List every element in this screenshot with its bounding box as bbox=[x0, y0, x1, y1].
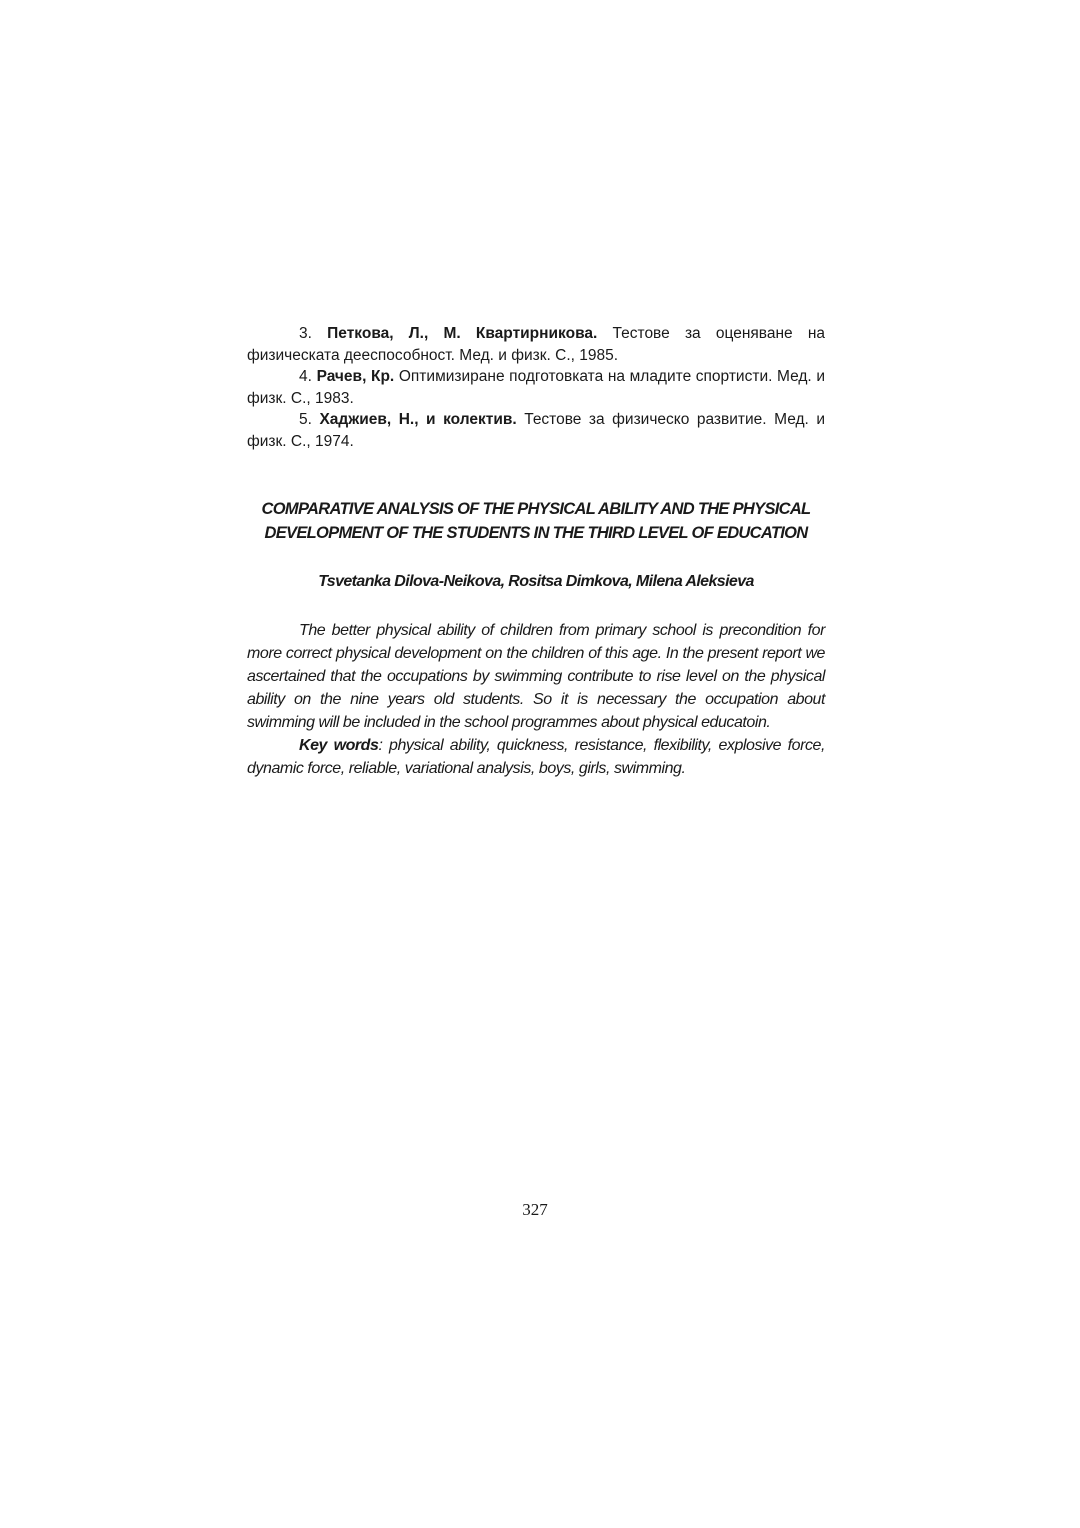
article-title-line: DEVELOPMENT OF THE STUDENTS IN THE THIRD LEVEL OF EDUCATION bbox=[264, 524, 808, 542]
reference-number: 3. bbox=[299, 325, 312, 342]
reference-item bbox=[247, 366, 825, 409]
reference-item bbox=[247, 323, 825, 366]
page-number: 327 bbox=[522, 1200, 548, 1219]
references-list bbox=[247, 323, 825, 453]
article-title bbox=[240, 497, 832, 545]
article-authors: Tsvetanka Dilova-Neikova, Rositsa Dimkova, Milena Aleksieva bbox=[318, 573, 754, 590]
keywords-text: : physical ability, quickness, resistance, flexibility, explosive force, dynamic force, reliable, variational analysis, boys, girls, swimming. bbox=[247, 737, 826, 777]
reference-paragraph bbox=[247, 409, 825, 452]
reference-item bbox=[247, 409, 825, 452]
abstract-paragraph: The better physical ability of children from primary school is precondition for more correct physical development on the children of this age. In the present report we ascertained that the occupations by swimming contribute to rise level on the physical ability on the nine years old students. So it is necessary the occupation about swimming will be included in the school programmes about physical educatoin. bbox=[247, 622, 825, 731]
reference-text: Тестове за оценяване на физическата дееспособност. Мед. и физк. С., 1985. bbox=[247, 325, 826, 364]
abstract bbox=[247, 619, 825, 780]
reference-paragraph bbox=[247, 323, 825, 366]
reference-authors: Рачев, Кр. bbox=[316, 368, 395, 386]
reference-number: 5. bbox=[299, 411, 312, 429]
reference-number: 4. bbox=[299, 368, 312, 386]
reference-paragraph bbox=[247, 366, 825, 409]
reference-text: Тестове за физическо развитие. Мед. и физк. С., 1974. bbox=[247, 411, 826, 450]
keywords-label: Key words bbox=[299, 737, 379, 754]
reference-authors: Хаджиев, Н., и колектив. bbox=[319, 411, 517, 429]
reference-authors: Петкова, Л., М. Квартирникова. bbox=[327, 325, 598, 342]
keywords-paragraph bbox=[247, 734, 825, 780]
article-title-line: COMPARATIVE ANALYSIS OF THE PHYSICAL ABILITY AND THE PHYSICAL bbox=[261, 500, 811, 518]
reference-text: Оптимизиране подготовката на младите спортисти. Мед. и физк. С., 1983. bbox=[247, 368, 826, 407]
